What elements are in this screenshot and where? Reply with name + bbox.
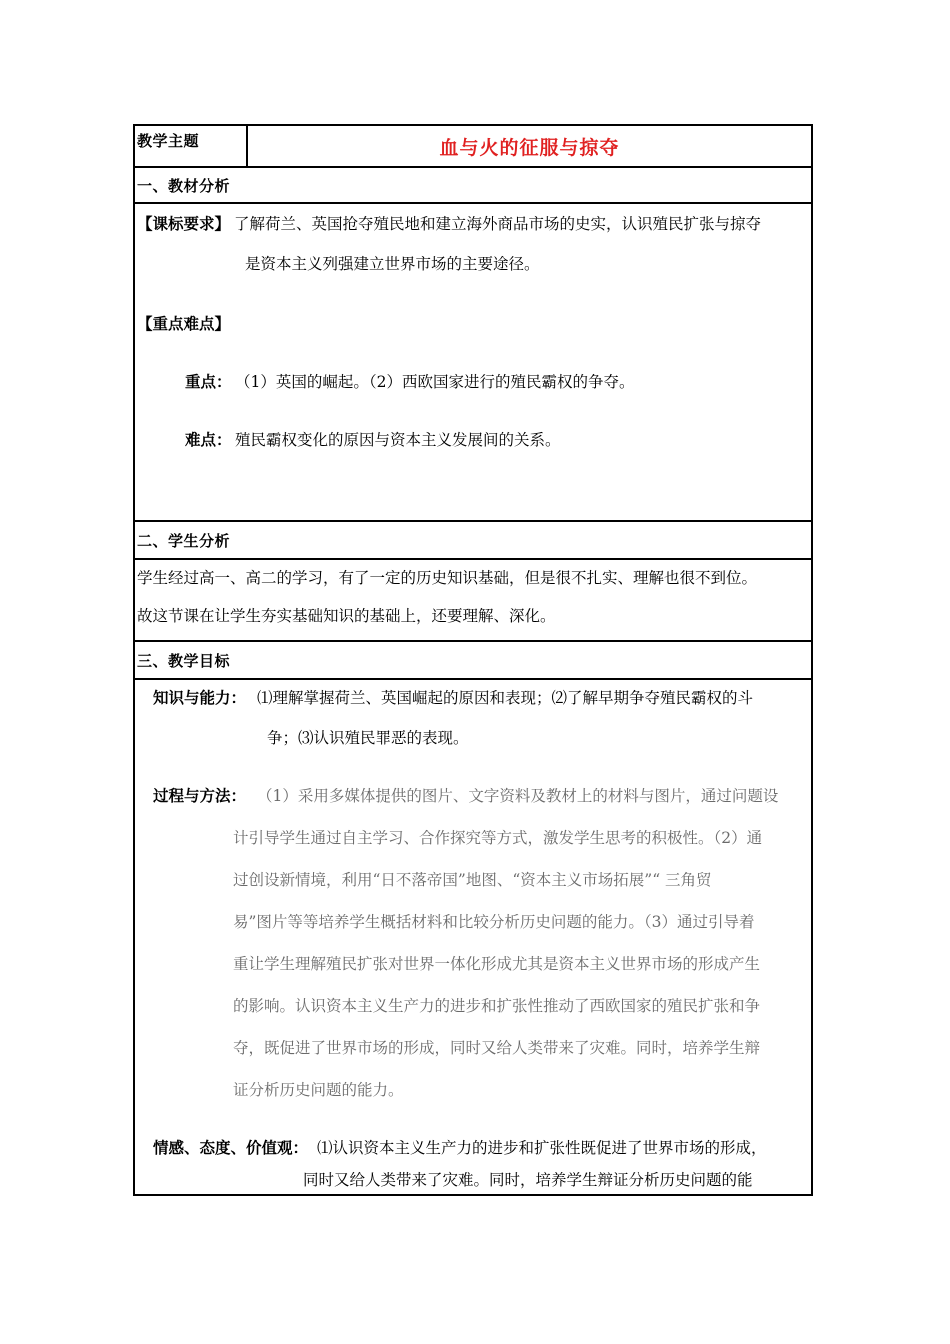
section-1-heading: 一、教材分析 bbox=[137, 177, 231, 195]
section-2-body bbox=[135, 560, 811, 642]
knowledge-label: 知识与能力： bbox=[153, 688, 247, 707]
process-line: 易”图片等等培养学生概括材料和比较分析历史问题的能力。（3）通过引导着 bbox=[233, 913, 755, 931]
process-line: 证分析历史问题的能力。 bbox=[233, 1081, 404, 1099]
process-label: 过程与方法： bbox=[153, 786, 247, 805]
lesson-title: 血与火的征服与掠夺 bbox=[246, 126, 811, 166]
process-line: （1）采用多媒体提供的图片、文字资料及教材上的材料与图片，通过问题设 bbox=[257, 787, 779, 805]
difficulty-label: 难点： bbox=[185, 430, 232, 449]
knowledge-line-1: ⑴理解掌握荷兰、英国崛起的原因和表现；⑵了解早期争夺殖民霸权的斗 bbox=[257, 689, 754, 707]
section-3-body bbox=[135, 680, 811, 1194]
process-line: 过创设新情境，利用“日不落帝国”地图、“资本主义市场拓展”“ 三角贸 bbox=[233, 871, 712, 889]
process-line: 夺，既促进了世界市场的形成，同时又给人类带来了灾难。同时，培养学生辩 bbox=[233, 1039, 761, 1057]
key-point-text: （1）英国的崛起。（2）西欧国家进行的殖民霸权的争夺。 bbox=[235, 373, 635, 391]
curriculum-label: 【课标要求】 bbox=[137, 214, 231, 233]
section-3-heading-row bbox=[135, 642, 811, 680]
topic-label: 教学主题 bbox=[137, 132, 200, 150]
knowledge-line-2: 争；⑶认识殖民罪恶的表现。 bbox=[267, 729, 469, 747]
emotion-line-2: 同时又给人类带来了灾难。同时，培养学生辩证分析历史问题的能 bbox=[303, 1171, 753, 1189]
student-analysis-line-1: 学生经过高一、高二的学习，有了一定的历史知识基础，但是很不扎实、理解也很不到位。 bbox=[137, 569, 758, 587]
difficulty-text: 殖民霸权变化的原因与资本主义发展间的关系。 bbox=[235, 431, 561, 449]
section-3-heading: 三、教学目标 bbox=[137, 652, 231, 670]
curriculum-line-2: 是资本主义列强建立世界市场的主要途径。 bbox=[245, 255, 540, 273]
emotion-line-1: ⑴认识资本主义生产力的进步和扩张性既促进了世界市场的形成， bbox=[317, 1139, 767, 1157]
process-line: 的影响。认识资本主义生产力的进步和扩张性推动了西欧国家的殖民扩张和争 bbox=[233, 997, 761, 1015]
key-difficulty-label: 【重点难点】 bbox=[137, 314, 231, 333]
curriculum-line-1: 了解荷兰、英国抢夺殖民地和建立海外商品市场的史实，认识殖民扩张与掠夺 bbox=[234, 215, 762, 233]
section-1-heading-row bbox=[135, 168, 811, 204]
process-line: 重让学生理解殖民扩张对世界一体化形成尤其是资本主义世界市场的形成产生 bbox=[233, 955, 761, 973]
section-2-heading-row bbox=[135, 522, 811, 560]
process-line: 计引导学生通过自主学习、合作探究等方式，激发学生思考的积极性。（2）通 bbox=[233, 829, 763, 847]
section-1-body bbox=[135, 204, 811, 522]
topic-row bbox=[135, 126, 811, 168]
emotion-label: 情感、态度、价值观： bbox=[153, 1138, 309, 1157]
lesson-plan-table bbox=[133, 124, 813, 1196]
student-analysis-line-2: 故这节课在让学生夯实基础知识的基础上，还要理解、深化。 bbox=[137, 607, 556, 625]
section-2-heading: 二、学生分析 bbox=[137, 532, 231, 550]
key-point-label: 重点： bbox=[185, 372, 232, 391]
